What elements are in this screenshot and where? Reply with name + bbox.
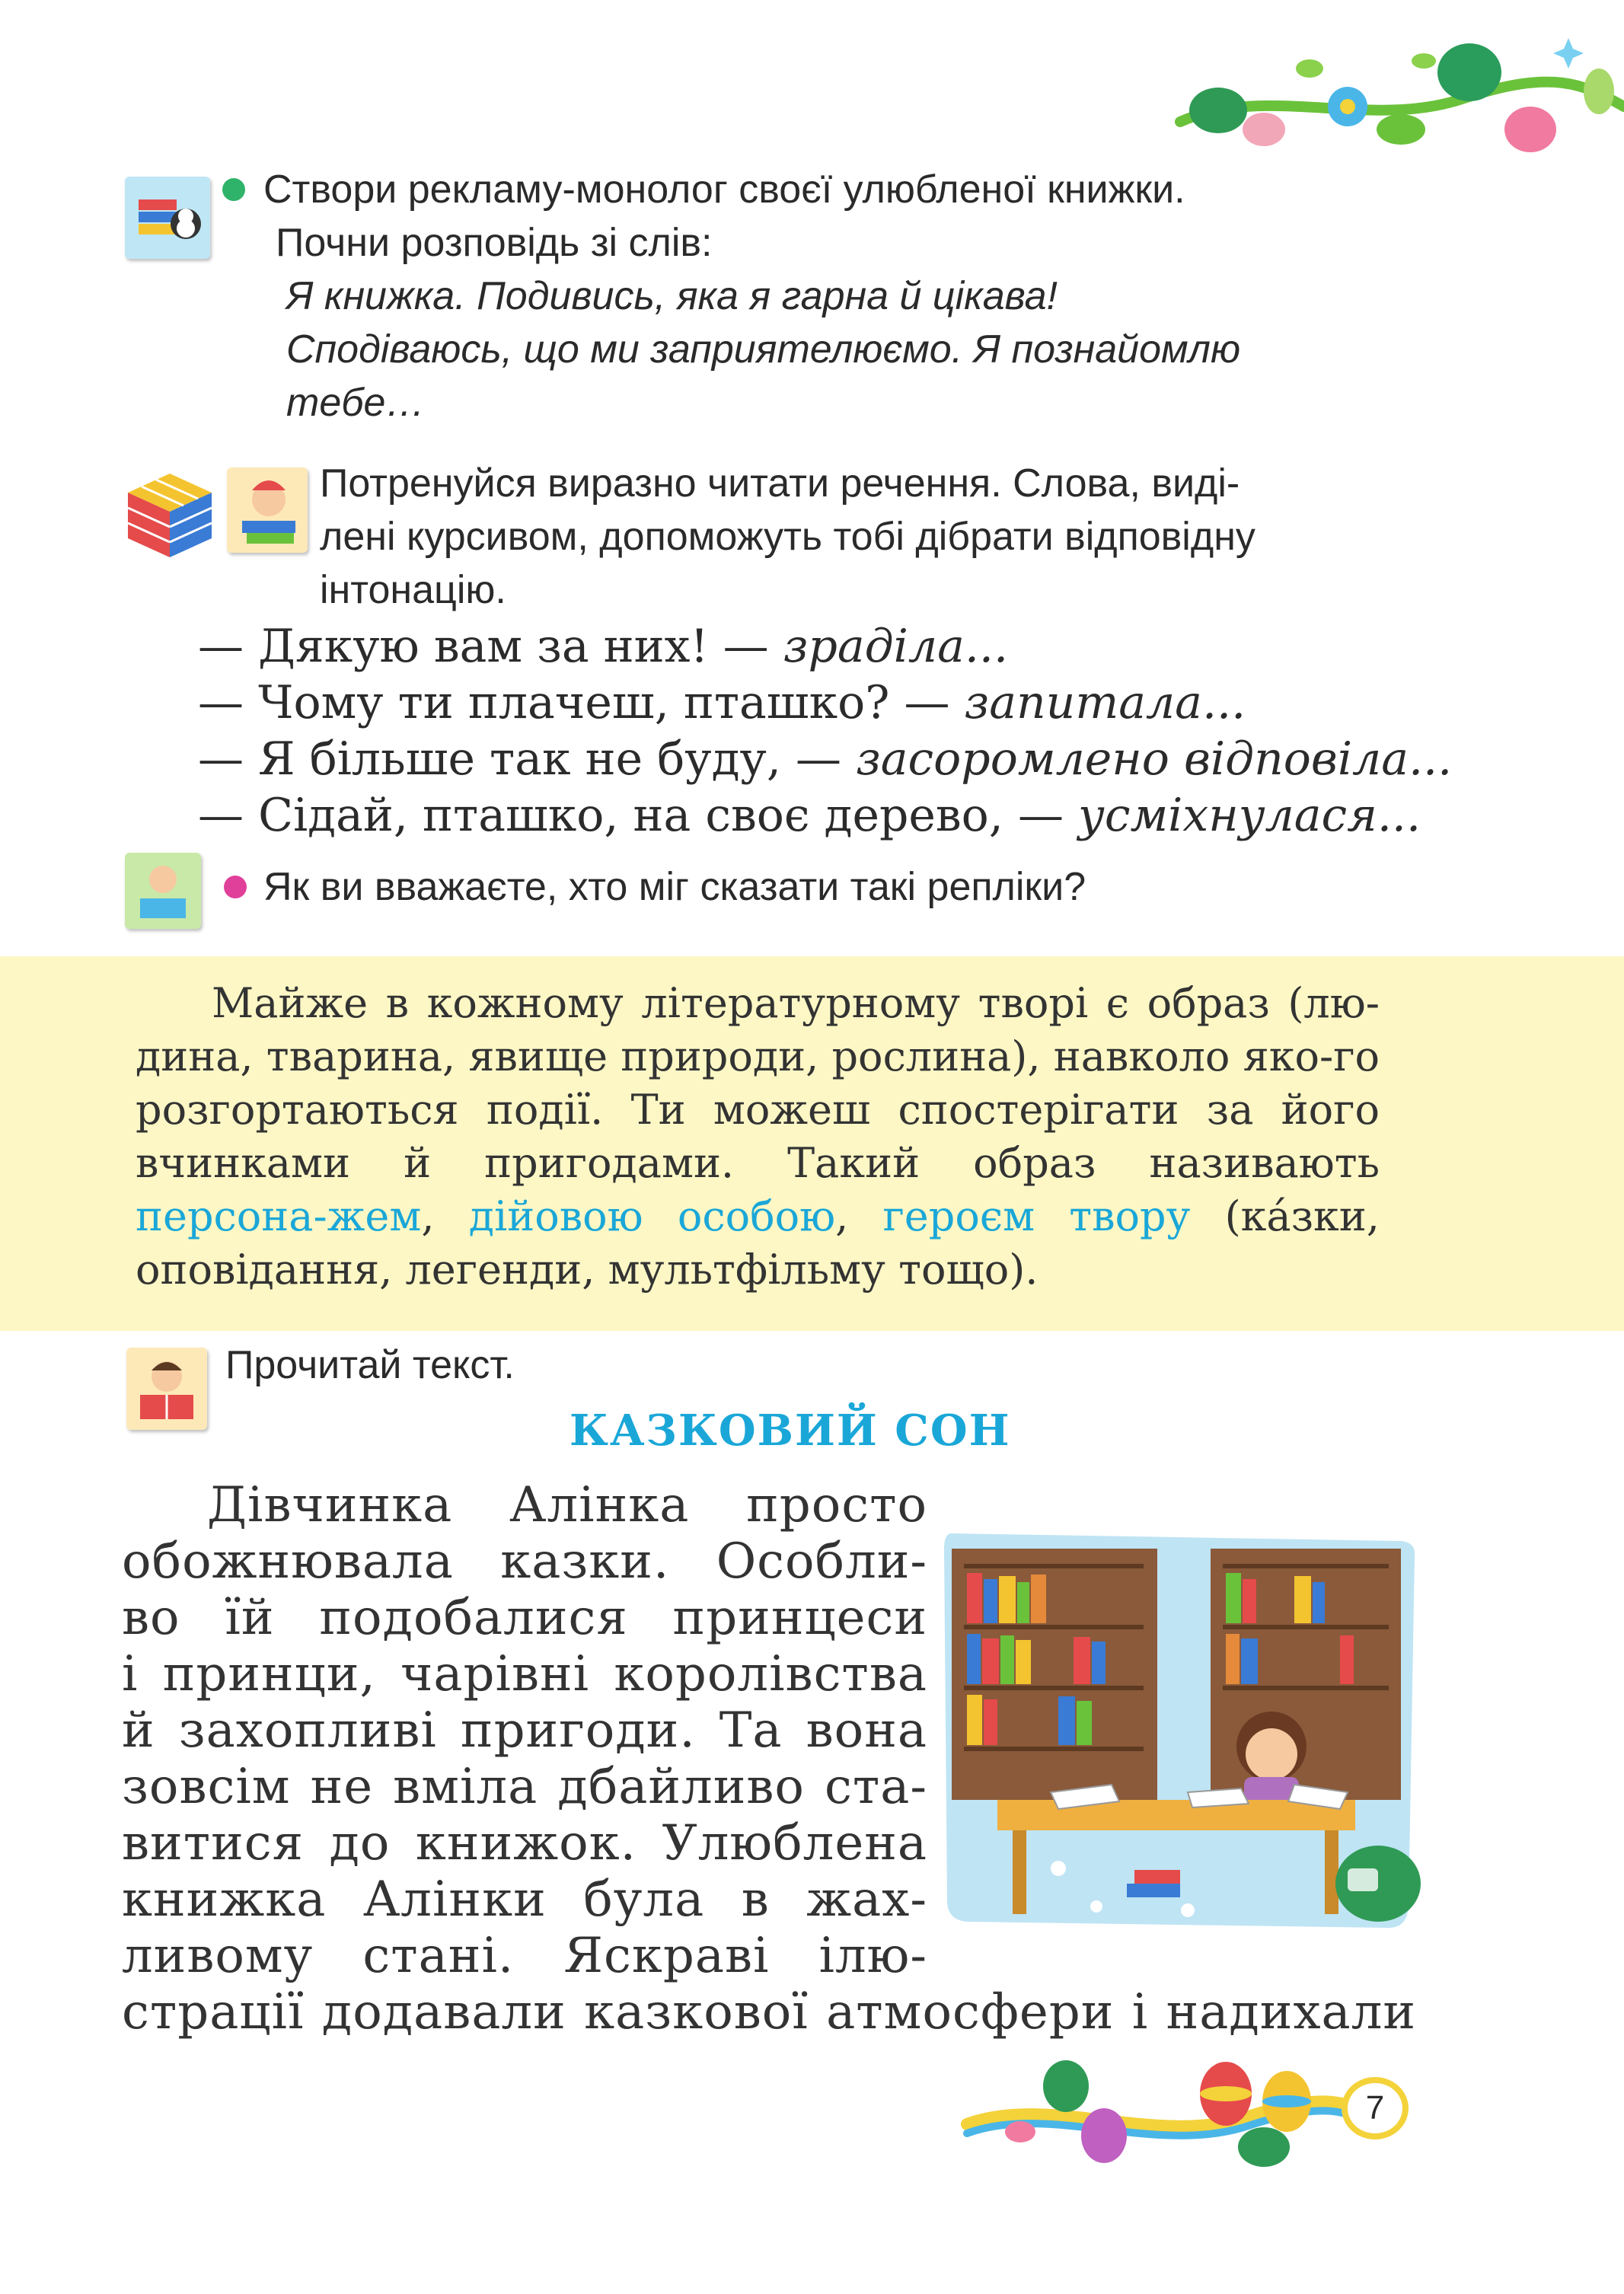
task-who-said: Як ви вважаєте, хто міг сказати такі репліки? — [263, 865, 1086, 909]
rubik-cube-icon — [120, 466, 219, 565]
story-line-5: й захопливі пригоди. Та вона — [122, 1702, 927, 1759]
story-text — [122, 1477, 927, 1984]
task2-line3: інтонацію. — [320, 568, 506, 612]
task1-quote1: Я книжка. Подивись, яка я гарна й цікава! — [286, 274, 1058, 318]
story-line-2: обожнювала казки. Особли- — [122, 1533, 927, 1590]
story-line-1: Дівчинка Алінка просто — [207, 1477, 927, 1533]
page-number-badge — [1342, 2077, 1409, 2139]
clown-books-icon — [227, 467, 308, 553]
term-acting-person: дійовою особою — [468, 1192, 836, 1240]
task-read-text: Прочитай текст. — [225, 1343, 515, 1387]
task-create-ad — [263, 163, 1436, 429]
story-line-4: і принци, чарівні королівства — [122, 1646, 927, 1702]
task1-quote3: тебе… — [286, 381, 426, 425]
story-line-6: зовсім не вміла дбайливо ста- — [122, 1759, 927, 1815]
reading-child-icon — [126, 1348, 207, 1430]
info-text: Майже в кожному літературному творі є образ (лю-дина, тварина, явище природи, рослина), навколо яко-го розгортаються події. Ти можеш спостерігати за його вчинками й пригодами. Такий образ називають персона-жем, дійовою особою, героєм твору (ка́зки, оповідання, легенди, мультфільму тощо). — [136, 979, 1380, 1294]
task-read-expressively — [320, 457, 1477, 617]
story-line-3: во їй подобалися принцеси — [122, 1590, 927, 1646]
bullet-green — [222, 178, 245, 201]
task1-quote2: Сподіваюсь, що ми заприятелюємо. Я познайомлю — [286, 327, 1241, 372]
child-books-icon — [125, 853, 201, 929]
story-line-7: витися до книжок. Улюблена — [122, 1815, 927, 1871]
story-title: КАЗКОВИЙ СОН — [570, 1405, 1011, 1456]
dialogue-line-3: — Я більше так не буду, — засоромлено відповіла... — [198, 732, 1453, 786]
story-line-8: книжка Алінки була в жах- — [122, 1871, 927, 1928]
dialogue-block — [198, 618, 1492, 844]
library-illustration — [936, 1526, 1421, 1937]
bullet-pink — [224, 876, 247, 898]
story-last-line: страції додавали казкової атмосфери і надихали — [122, 1984, 1416, 2040]
term-character: персона-жем — [136, 1192, 422, 1240]
floral-decoration-top — [1173, 15, 1624, 168]
dialogue-line-2: — Чому ти плачеш, пташко? — запитала... — [198, 676, 1246, 729]
dialogue-line-4: — Сідай, пташко, на своє дерево, — усміхнулася... — [198, 789, 1421, 842]
task2-line2: лені курсивом, допоможуть тобі дібрати відповідну — [320, 515, 1255, 559]
book-reading-icon — [125, 177, 210, 259]
story-line-9: ливому стані. Яскраві ілю- — [122, 1928, 927, 1984]
task1-line2: Почни розповідь зі слів: — [276, 221, 713, 265]
page-number: 7 — [1365, 2089, 1385, 2126]
term-hero: героєм твору — [882, 1192, 1191, 1240]
dialogue-line-1: — Дякую вам за них! — зраділа... — [198, 620, 1009, 673]
task1-line1: Створи рекламу-монолог своєї улюбленої книжки. — [263, 168, 1185, 212]
task2-line1: Потренуйся виразно читати речення. Слова, виді- — [320, 461, 1240, 506]
